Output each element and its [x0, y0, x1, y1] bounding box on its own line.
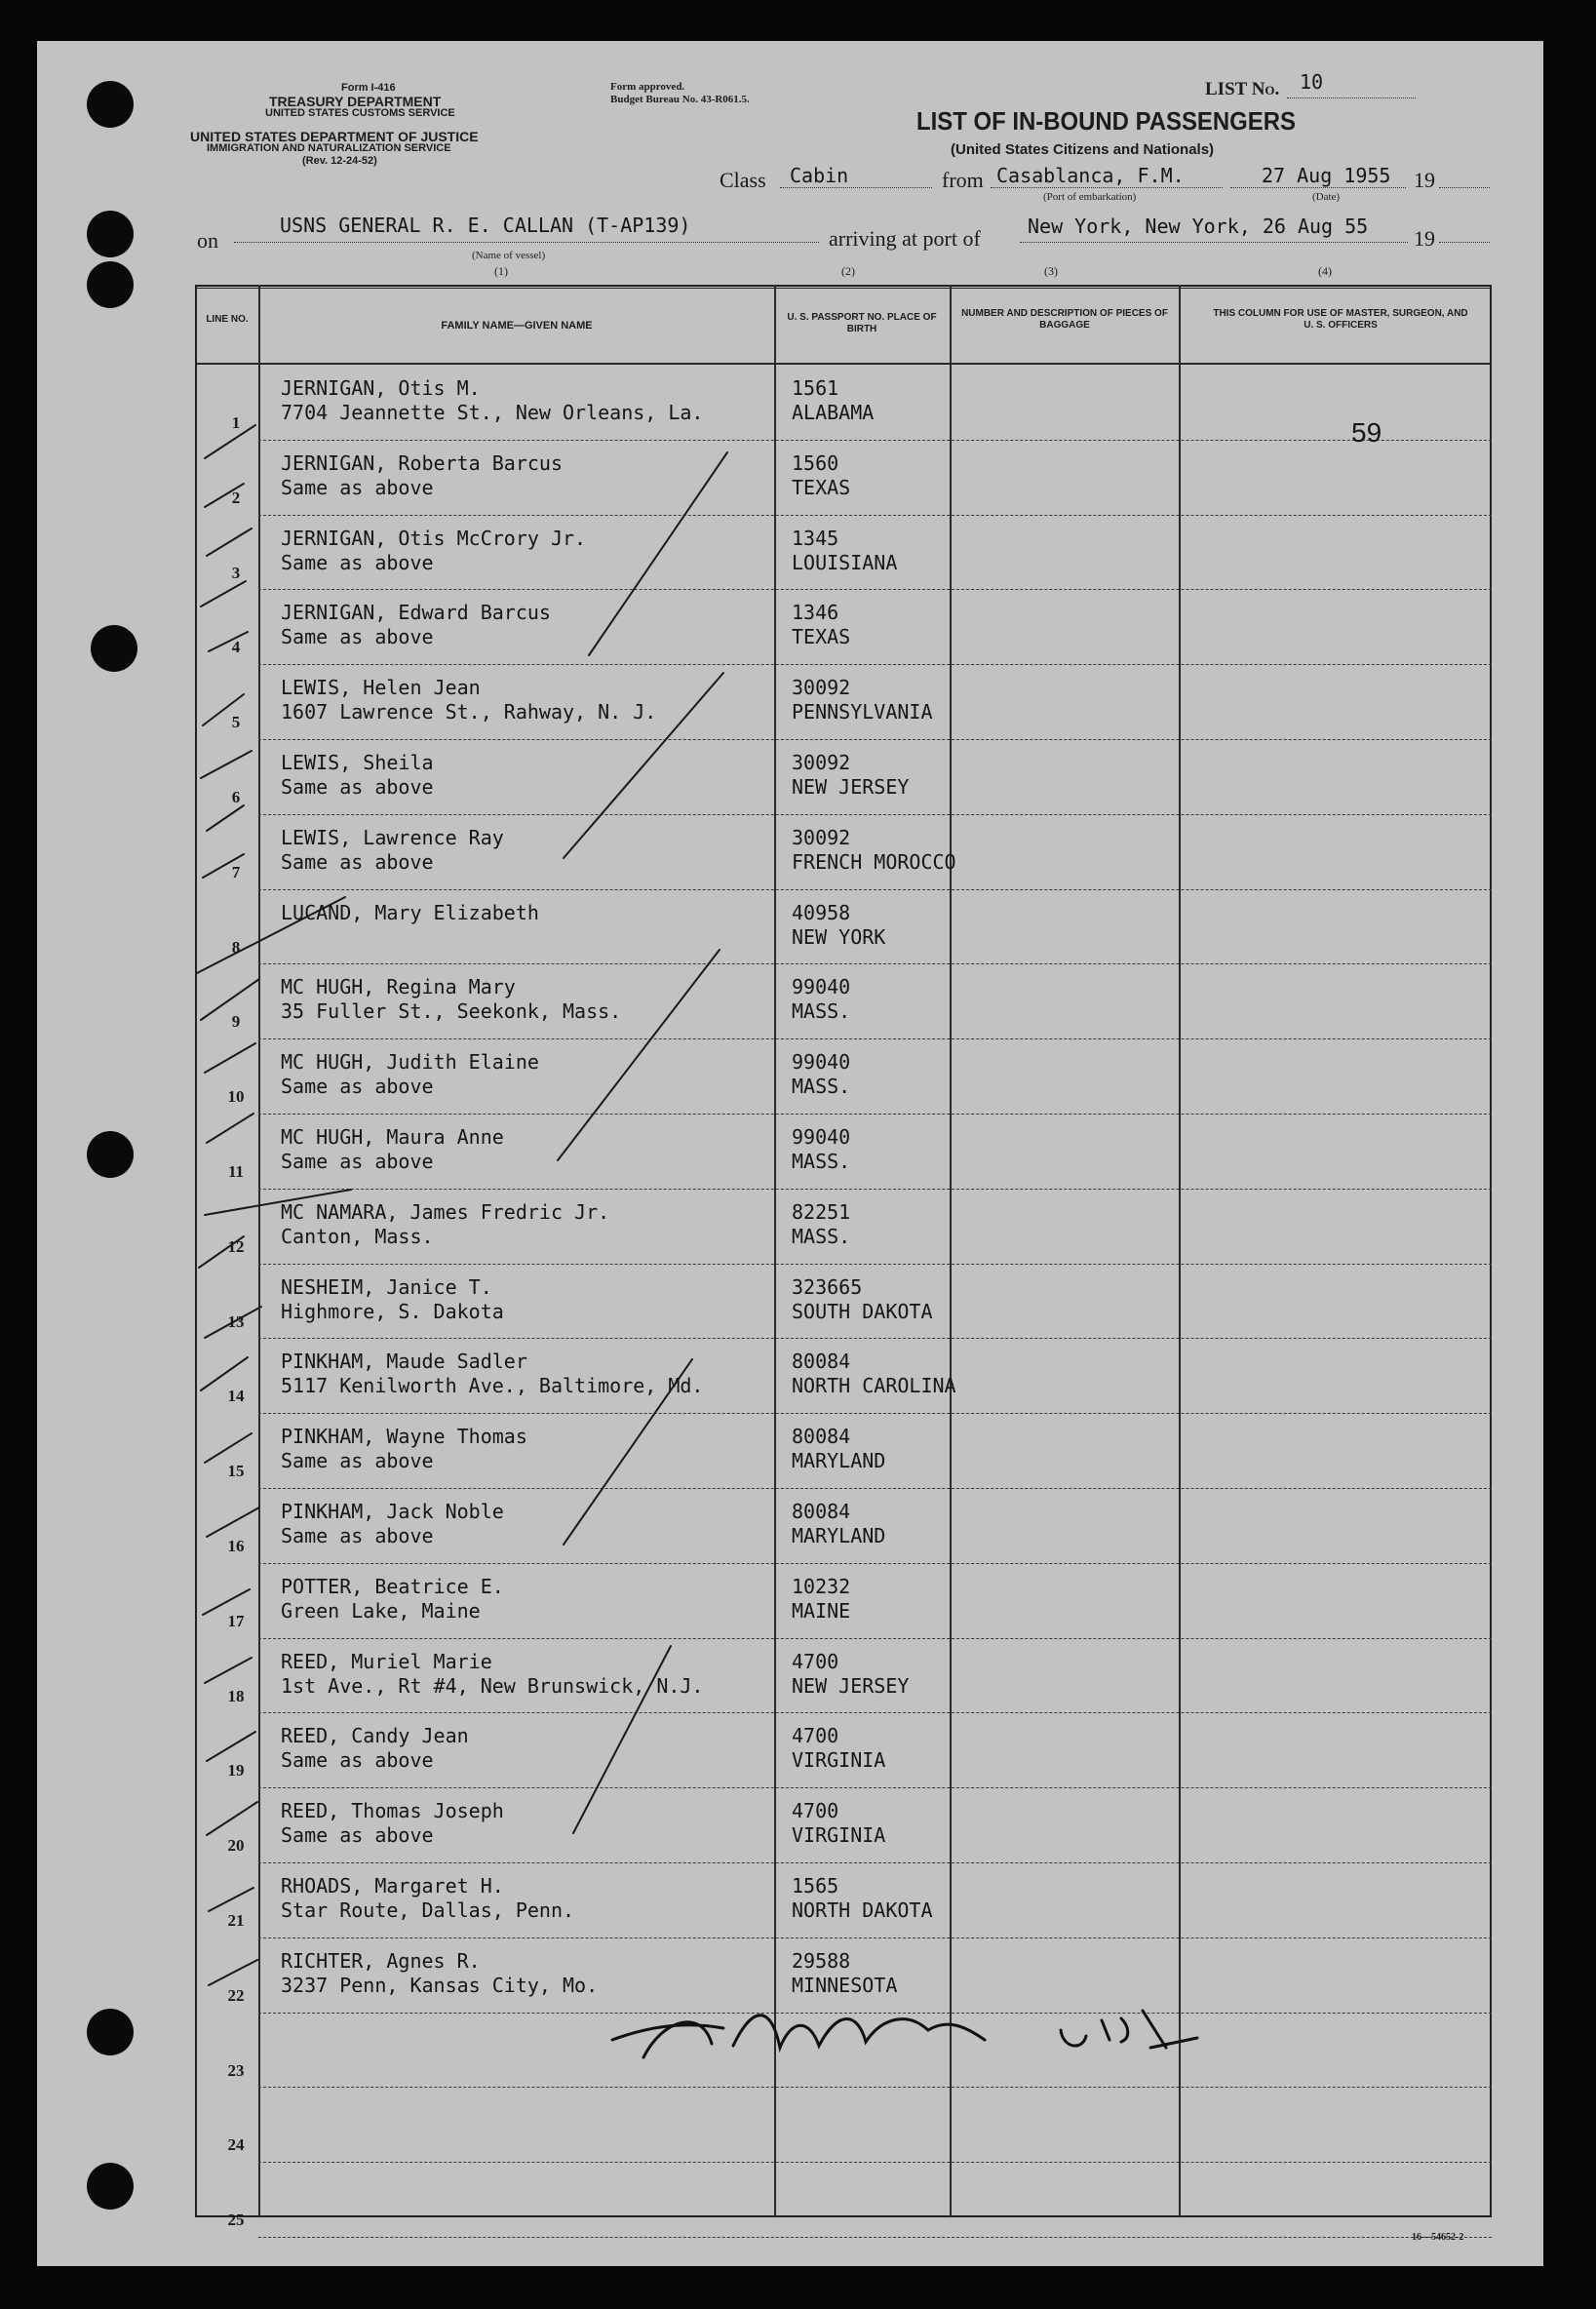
passenger-address: 1st Ave., Rt #4, New Brunswick, N.J.: [281, 1673, 704, 1698]
passenger-name: MC HUGH, Regina Mary: [281, 975, 516, 999]
place-of-birth: VIRGINIA: [792, 1748, 886, 1773]
passport-number: 1346: [792, 601, 839, 625]
line-number: 7: [231, 862, 241, 881]
line-number: 1: [231, 413, 241, 432]
passenger-address: 1607 Lawrence St., Rahway, N. J.: [281, 700, 657, 724]
place-of-birth: MASS.: [792, 1224, 851, 1248]
col-head-baggage: NUMBER AND DESCRIPTION OF PIECES OF BAGGAGE: [961, 308, 1168, 331]
passenger-address: Highmore, S. Dakota: [281, 1299, 504, 1323]
passenger-address: Same as above: [281, 1748, 434, 1773]
place-of-birth: MARYLAND: [792, 1524, 886, 1547]
officer-note: 59: [1351, 417, 1382, 448]
place-of-birth: MAINE: [792, 1598, 851, 1623]
col-head-passport: U. S. PASSPORT NO. PLACE OF BIRTH: [787, 312, 937, 334]
passenger-name: JERNIGAN, Otis M.: [281, 376, 481, 400]
col-head-officers: THIS COLUMN FOR USE OF MASTER, SURGEON, AND U. S. OFFICERS: [1213, 308, 1468, 331]
on-label: on: [197, 228, 218, 253]
line-number: 20: [227, 1836, 245, 1856]
passport-number: 99040: [792, 975, 851, 999]
passport-number: 40958: [792, 900, 851, 924]
passenger-name: MC HUGH, Maura Anne: [281, 1125, 504, 1149]
port-caption: (Port of embarkation): [1043, 191, 1137, 203]
passenger-name: LEWIS, Lawrence Ray: [281, 825, 504, 849]
col-head-name: FAMILY NAME—GIVEN NAME: [441, 320, 593, 332]
place-of-birth: FRENCH MOROCCO: [792, 849, 956, 874]
passport-number: 1345: [792, 526, 839, 550]
passenger-name: PINKHAM, Jack Noble: [281, 1500, 504, 1523]
form-title: LIST OF IN-BOUND PASSENGERS: [916, 106, 1296, 136]
passenger-name: PINKHAM, Wayne Thomas: [281, 1425, 527, 1449]
passport-number: 80084: [792, 1350, 851, 1374]
customs-service: UNITED STATES CUSTOMS SERVICE: [265, 107, 455, 119]
place-of-birth: SOUTH DAKOTA: [792, 1299, 933, 1323]
line-number: 4: [231, 638, 241, 657]
passenger-name: LEWIS, Sheila: [281, 751, 434, 774]
place-of-birth: TEXAS: [792, 625, 851, 649]
passport-number: 80084: [792, 1500, 851, 1523]
list-no-value: 10: [1300, 70, 1324, 94]
signature-scrawl: [612, 2011, 1197, 2057]
passenger-name: RICHTER, Agnes R.: [281, 1948, 481, 1973]
place-of-birth: MASS.: [792, 1150, 851, 1173]
passenger-address: Same as above: [281, 1449, 434, 1473]
passenger-name: MC HUGH, Judith Elaine: [281, 1050, 539, 1075]
passenger-address: Same as above: [281, 475, 434, 499]
passport-number: 10232: [792, 1574, 851, 1598]
vessel-caption: (Name of vessel): [472, 250, 546, 261]
date-value: 27 Aug 1955: [1262, 164, 1391, 187]
place-of-birth: MARYLAND: [792, 1449, 886, 1473]
place-of-birth: MASS.: [792, 1075, 851, 1099]
treasury-dept: TREASURY DEPARTMENT: [269, 94, 442, 109]
col-head-line: LINE NO.: [206, 314, 249, 325]
line-number: 11: [227, 1162, 245, 1181]
budget-bureau: Budget Bureau No. 43-R061.5.: [610, 94, 750, 105]
line-number: 6: [231, 788, 241, 806]
passenger-address: Green Lake, Maine: [281, 1598, 481, 1623]
passport-number: 4700: [792, 1799, 839, 1823]
line-number: 13: [227, 1311, 245, 1331]
form-approved: Form approved.: [610, 81, 685, 93]
list-no-label: LIST No.: [1205, 79, 1280, 99]
line-number: 16: [227, 1537, 245, 1555]
place-of-birth: NEW JERSEY: [792, 1673, 910, 1698]
passenger-address: Same as above: [281, 1150, 434, 1173]
passenger-name: JERNIGAN, Roberta Barcus: [281, 450, 563, 475]
place-of-birth: ALABAMA: [792, 401, 875, 424]
passenger-address: Same as above: [281, 550, 434, 574]
passenger-address: Same as above: [281, 625, 434, 649]
col-num-2: (2): [841, 264, 855, 278]
form-number: Form I-416: [341, 82, 396, 94]
year-label-2: 19: [1414, 226, 1435, 251]
place-of-birth: TEXAS: [792, 475, 851, 499]
passenger-address: Same as above: [281, 775, 434, 799]
passport-number: 1565: [792, 1874, 839, 1898]
line-number: 21: [227, 1911, 245, 1930]
place-of-birth: NEW JERSEY: [792, 775, 910, 799]
passenger-address: 35 Fuller St., Seekonk, Mass.: [281, 999, 622, 1024]
passenger-address: Star Route, Dallas, Penn.: [281, 1898, 575, 1922]
passenger-name: POTTER, Beatrice E.: [281, 1574, 504, 1598]
passport-number: 82251: [792, 1199, 851, 1224]
line-number: 9: [231, 1012, 241, 1032]
line-number: 12: [227, 1236, 245, 1256]
passenger-address: Same as above: [281, 1075, 434, 1099]
place-of-birth: MINNESOTA: [792, 1973, 898, 1997]
line-number: 8: [231, 937, 241, 957]
line-number: 22: [227, 1985, 245, 2005]
passenger-name: REED, Muriel Marie: [281, 1649, 492, 1673]
passenger-address: Same as above: [281, 849, 434, 874]
passport-number: 4700: [792, 1649, 839, 1673]
line-number: 5: [231, 713, 241, 732]
date-caption: (Date): [1312, 191, 1341, 203]
line-number: 10: [227, 1087, 245, 1107]
class-value: Cabin: [790, 164, 849, 187]
footer-code: 16—54652-2: [1412, 2232, 1464, 2243]
passenger-address: 5117 Kenilworth Ave., Baltimore, Md.: [281, 1374, 704, 1398]
passenger-name: LEWIS, Helen Jean: [281, 676, 481, 700]
place-of-birth: VIRGINIA: [792, 1823, 886, 1848]
line-number: 17: [227, 1611, 245, 1630]
col-num-3: (3): [1044, 264, 1058, 278]
line-number: 18: [227, 1686, 245, 1705]
line-number: 14: [227, 1387, 245, 1406]
form-subtitle: (United States Citizens and Nationals): [951, 141, 1215, 158]
place-of-birth: NEW YORK: [792, 924, 886, 949]
passenger-address: 7704 Jeannette St., New Orleans, La.: [281, 401, 704, 424]
passenger-name: MC NAMARA, James Fredric Jr.: [281, 1199, 610, 1224]
passport-number: 30092: [792, 676, 851, 700]
passenger-address: Canton, Mass.: [281, 1224, 434, 1248]
passport-number: 1560: [792, 450, 839, 475]
arrival-value: New York, New York, 26 Aug 55: [1028, 215, 1369, 238]
place-of-birth: NORTH DAKOTA: [792, 1898, 933, 1922]
line-number: 25: [227, 2211, 245, 2230]
passport-number: 323665: [792, 1274, 863, 1299]
passport-number: 30092: [792, 825, 851, 849]
passenger-name: LUCAND, Mary Elizabeth: [281, 900, 539, 924]
passport-number: 29588: [792, 1948, 851, 1973]
line-number: 15: [227, 1462, 245, 1481]
ins-name: IMMIGRATION AND NATURALIZATION SERVICE: [207, 142, 451, 154]
class-label: Class: [720, 168, 766, 192]
passport-number: 80084: [792, 1425, 851, 1449]
passenger-name: NESHEIM, Janice T.: [281, 1274, 492, 1299]
year-label-1: 19: [1414, 168, 1435, 192]
line-number: 23: [227, 2060, 245, 2080]
line-number: 3: [231, 563, 241, 582]
line-number: 19: [227, 1761, 245, 1781]
passenger-name: PINKHAM, Maude Sadler: [281, 1350, 527, 1374]
passenger-name: RHOADS, Margaret H.: [281, 1874, 504, 1898]
place-of-birth: PENNSYLVANIA: [792, 700, 933, 724]
passenger-address: 3237 Penn, Kansas City, Mo.: [281, 1973, 599, 1997]
place-of-birth: NORTH CAROLINA: [792, 1374, 956, 1398]
from-label: from: [942, 168, 984, 192]
passport-number: 99040: [792, 1125, 851, 1149]
passenger-name: REED, Candy Jean: [281, 1724, 469, 1748]
passport-number: 30092: [792, 751, 851, 774]
col-num-4: (4): [1318, 264, 1332, 278]
passenger-name: REED, Thomas Joseph: [281, 1799, 504, 1823]
arriving-label: arriving at port of: [829, 226, 981, 251]
vessel-value: USNS GENERAL R. E. CALLAN (T-AP139): [280, 214, 691, 237]
passenger-name: JERNIGAN, Otis McCrory Jr.: [281, 526, 587, 550]
passport-number: 99040: [792, 1050, 851, 1075]
passenger-address: Same as above: [281, 1823, 434, 1848]
place-of-birth: MASS.: [792, 999, 851, 1024]
place-of-birth: LOUISIANA: [792, 550, 898, 574]
passport-number: 1561: [792, 376, 839, 400]
passenger-address: Same as above: [281, 1524, 434, 1547]
col-num-1: (1): [494, 264, 508, 278]
revision: (Rev. 12-24-52): [302, 155, 377, 167]
line-number: 2: [231, 488, 241, 507]
port-value: Casablanca, F.M.: [996, 164, 1185, 187]
line-number: 24: [227, 2135, 245, 2155]
passport-number: 4700: [792, 1724, 839, 1748]
justice-dept: UNITED STATES DEPARTMENT OF JUSTICE: [190, 129, 479, 144]
passenger-name: JERNIGAN, Edward Barcus: [281, 601, 551, 625]
